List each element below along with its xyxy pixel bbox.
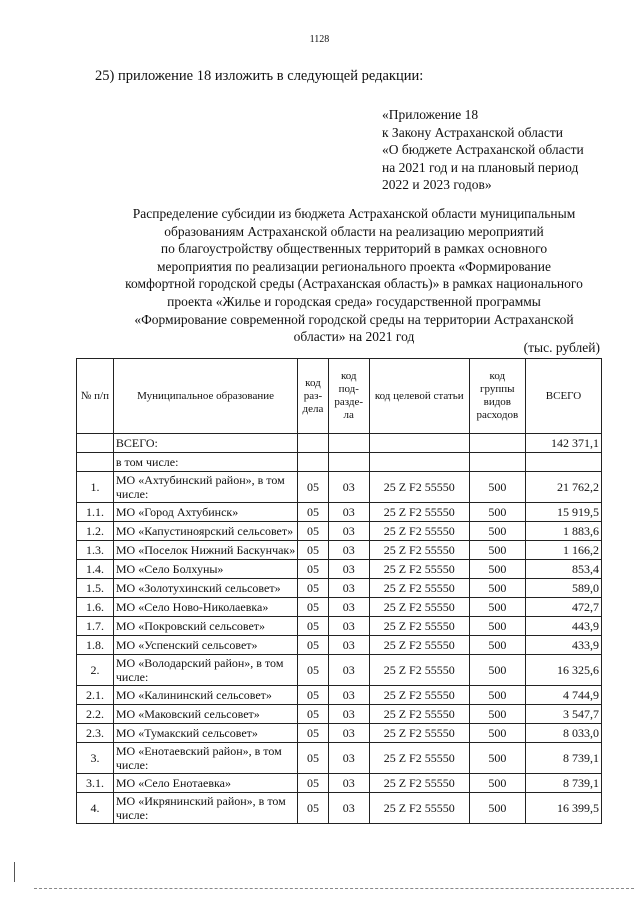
- cell-total: 433,9: [526, 636, 602, 655]
- cell-subsection: 03: [328, 541, 369, 560]
- cell-total: 8 033,0: [526, 724, 602, 743]
- cell-subsection: 03: [328, 503, 369, 522]
- cell-num: 4.: [77, 793, 114, 824]
- cell-num: 3.: [77, 743, 114, 774]
- cell-total: 472,7: [526, 598, 602, 617]
- cell-municipality: МО «Енотаевский район», в том числе:: [113, 743, 297, 774]
- cell-subsection: 03: [328, 472, 369, 503]
- cell-target: 25 Z F2 55550: [369, 705, 469, 724]
- title-line: образованиям Астраханской области на реализацию мероприятий: [164, 223, 544, 239]
- table-row: [77, 522, 602, 541]
- cell-target: 25 Z F2 55550: [369, 503, 469, 522]
- cell-municipality: МО «Поселок Нижний Баскунчак»: [113, 541, 297, 560]
- cell-expense-group: 500: [469, 655, 525, 686]
- table-row: [77, 774, 602, 793]
- cell-target: 25 Z F2 55550: [369, 655, 469, 686]
- cell-target: 25 Z F2 55550: [369, 743, 469, 774]
- cell-subsection: 03: [328, 579, 369, 598]
- cell-subsection: 03: [328, 774, 369, 793]
- cell-municipality: МО «Калининский сельсовет»: [113, 686, 297, 705]
- title-line: области» на 2021 год: [293, 329, 415, 345]
- cell-num: 1.5.: [77, 579, 114, 598]
- cell-section: 05: [298, 503, 328, 522]
- total-label: ВСЕГО:: [113, 434, 297, 453]
- cell-municipality: МО «Тумакский сельсовет»: [113, 724, 297, 743]
- title-line: Распределение субсидии из бюджета Астраханской области муниципальным: [132, 206, 576, 221]
- subsidy-table: [76, 358, 602, 824]
- total-row: [77, 434, 602, 453]
- scan-edge-mark: [14, 862, 21, 882]
- amendment-instruction: 25) приложение 18 изложить в следующей редакции:: [95, 68, 424, 84]
- cell-section: 05: [298, 598, 328, 617]
- total-value: 142 371,1: [526, 434, 602, 453]
- header-target: код целевой статьи: [369, 359, 469, 434]
- cell-num: 2.: [77, 655, 114, 686]
- table-row: [77, 655, 602, 686]
- cell-expense-group: 500: [469, 598, 525, 617]
- cell-section: 05: [298, 686, 328, 705]
- cell-expense-group: 500: [469, 724, 525, 743]
- appendix-line: к Закону Астраханской области: [382, 124, 564, 140]
- cell-municipality: МО «Покровский сельсовет»: [113, 617, 297, 636]
- table-header-row: [77, 359, 602, 434]
- cell-subsection: 03: [328, 793, 369, 824]
- cell-section: 05: [298, 793, 328, 824]
- cell-total: 1 883,6: [526, 522, 602, 541]
- cell-municipality: МО «Ахтубинский район», в том числе:: [113, 472, 297, 503]
- cell-subsection: 03: [328, 655, 369, 686]
- cell-expense-group: 500: [469, 503, 525, 522]
- title-line: проекта «Жилье и городская среда» государственной программы: [167, 293, 541, 309]
- cell-expense-group: 500: [469, 686, 525, 705]
- table-row: [77, 705, 602, 724]
- table-row: [77, 686, 602, 705]
- cell-expense-group: 500: [469, 560, 525, 579]
- appendix-line: 2022 и 2023 годов»: [382, 177, 492, 192]
- header-subsection: код под-разде-ла: [328, 359, 369, 434]
- cell-municipality: МО «Город Ахтубинск»: [113, 503, 297, 522]
- header-expense-group: код группы видов расходов: [469, 359, 525, 434]
- cell-municipality: МО «Икрянинский район», в том числе:: [113, 793, 297, 824]
- cell-total: 15 919,5: [526, 503, 602, 522]
- cell-expense-group: 500: [469, 705, 525, 724]
- cell-target: 25 Z F2 55550: [369, 636, 469, 655]
- table-row: [77, 472, 602, 503]
- including-row: [77, 453, 602, 472]
- table-row: [77, 743, 602, 774]
- cell-expense-group: 500: [469, 472, 525, 503]
- cell-municipality: МО «Маковский сельсовет»: [113, 705, 297, 724]
- cell-section: 05: [298, 472, 328, 503]
- cell-subsection: 03: [328, 705, 369, 724]
- page-bottom-rule: [34, 888, 634, 889]
- cell-expense-group: 500: [469, 793, 525, 824]
- table-row: [77, 560, 602, 579]
- cell-num: 1.7.: [77, 617, 114, 636]
- table-row: [77, 598, 602, 617]
- cell-target: 25 Z F2 55550: [369, 774, 469, 793]
- table-row: [77, 617, 602, 636]
- cell-num: 2.2.: [77, 705, 114, 724]
- cell-section: 05: [298, 743, 328, 774]
- cell-num: 1.3.: [77, 541, 114, 560]
- cell-num: 3.1.: [77, 774, 114, 793]
- title-line: мероприятия по реализации регионального проекта «Формирование: [157, 258, 551, 274]
- cell-municipality: МО «Село Болхуны»: [113, 560, 297, 579]
- cell-municipality: МО «Село Енотаевка»: [113, 774, 297, 793]
- cell-expense-group: 500: [469, 579, 525, 598]
- cell-section: 05: [298, 541, 328, 560]
- table-row: [77, 793, 602, 824]
- table-row: [77, 636, 602, 655]
- cell-section: 05: [298, 655, 328, 686]
- cell-target: 25 Z F2 55550: [369, 541, 469, 560]
- cell-expense-group: 500: [469, 617, 525, 636]
- appendix-line: на 2021 год и на плановый период: [382, 159, 579, 175]
- cell-target: 25 Z F2 55550: [369, 617, 469, 636]
- header-section: код раз-дела: [298, 359, 328, 434]
- cell-expense-group: 500: [469, 522, 525, 541]
- cell-total: 853,4: [526, 560, 602, 579]
- cell-total: 16 325,6: [526, 655, 602, 686]
- cell-section: 05: [298, 636, 328, 655]
- cell-section: 05: [298, 522, 328, 541]
- cell-expense-group: 500: [469, 541, 525, 560]
- cell-subsection: 03: [328, 724, 369, 743]
- appendix-line: «Приложение 18: [382, 107, 479, 122]
- cell-section: 05: [298, 724, 328, 743]
- cell-subsection: 03: [328, 636, 369, 655]
- cell-subsection: 03: [328, 617, 369, 636]
- cell-section: 05: [298, 579, 328, 598]
- cell-target: 25 Z F2 55550: [369, 598, 469, 617]
- cell-municipality: МО «Успенский сельсовет»: [113, 636, 297, 655]
- cell-num: 1.4.: [77, 560, 114, 579]
- cell-num: 1.8.: [77, 636, 114, 655]
- cell-section: 05: [298, 560, 328, 579]
- cell-subsection: 03: [328, 686, 369, 705]
- title-line: «Формирование современной городской среды на территории Астраханской: [134, 311, 574, 327]
- including-label: в том числе:: [113, 453, 297, 472]
- table-row: [77, 579, 602, 598]
- cell-target: 25 Z F2 55550: [369, 472, 469, 503]
- cell-total: 8 739,1: [526, 743, 602, 774]
- cell-subsection: 03: [328, 743, 369, 774]
- cell-municipality: МО «Село Ново-Николаевка»: [113, 598, 297, 617]
- cell-section: 05: [298, 705, 328, 724]
- cell-expense-group: 500: [469, 743, 525, 774]
- header-num: № п/п: [77, 359, 114, 434]
- cell-section: 05: [298, 774, 328, 793]
- header-municipality: Муниципальное образование: [113, 359, 297, 434]
- table-row: [77, 503, 602, 522]
- document-title: [80, 205, 628, 346]
- header-total: ВСЕГО: [526, 359, 602, 434]
- title-line: комфортной городской среды (Астраханская область)» в рамках национального: [125, 276, 583, 292]
- cell-total: 3 547,7: [526, 705, 602, 724]
- cell-expense-group: 500: [469, 774, 525, 793]
- cell-target: 25 Z F2 55550: [369, 686, 469, 705]
- cell-municipality: МО «Золотухинский сельсовет»: [113, 579, 297, 598]
- cell-target: 25 Z F2 55550: [369, 793, 469, 824]
- cell-num: 1.2.: [77, 522, 114, 541]
- cell-section: 05: [298, 617, 328, 636]
- cell-num: 2.1.: [77, 686, 114, 705]
- page-number: 1128: [309, 34, 330, 45]
- cell-total: 1 166,2: [526, 541, 602, 560]
- cell-target: 25 Z F2 55550: [369, 579, 469, 598]
- cell-num: 2.3.: [77, 724, 114, 743]
- units-label: (тыс. рублей): [523, 340, 600, 355]
- cell-num: 1.1.: [77, 503, 114, 522]
- cell-total: 443,9: [526, 617, 602, 636]
- appendix-heading: [382, 106, 632, 194]
- table-row: [77, 541, 602, 560]
- cell-municipality: МО «Володарский район», в том числе:: [113, 655, 297, 686]
- title-line: по благоустройству общественных территорий в рамках основного: [160, 241, 548, 257]
- cell-num: 1.6.: [77, 598, 114, 617]
- cell-target: 25 Z F2 55550: [369, 522, 469, 541]
- cell-total: 4 744,9: [526, 686, 602, 705]
- table-row: [77, 724, 602, 743]
- cell-target: 25 Z F2 55550: [369, 560, 469, 579]
- cell-total: 21 762,2: [526, 472, 602, 503]
- cell-municipality: МО «Капустиноярский сельсовет»: [113, 522, 297, 541]
- cell-target: 25 Z F2 55550: [369, 724, 469, 743]
- cell-num: 1.: [77, 472, 114, 503]
- appendix-line: «О бюджете Астраханской области: [382, 142, 584, 157]
- cell-subsection: 03: [328, 598, 369, 617]
- cell-total: 589,0: [526, 579, 602, 598]
- cell-expense-group: 500: [469, 636, 525, 655]
- cell-total: 8 739,1: [526, 774, 602, 793]
- cell-subsection: 03: [328, 522, 369, 541]
- cell-total: 16 399,5: [526, 793, 602, 824]
- cell-subsection: 03: [328, 560, 369, 579]
